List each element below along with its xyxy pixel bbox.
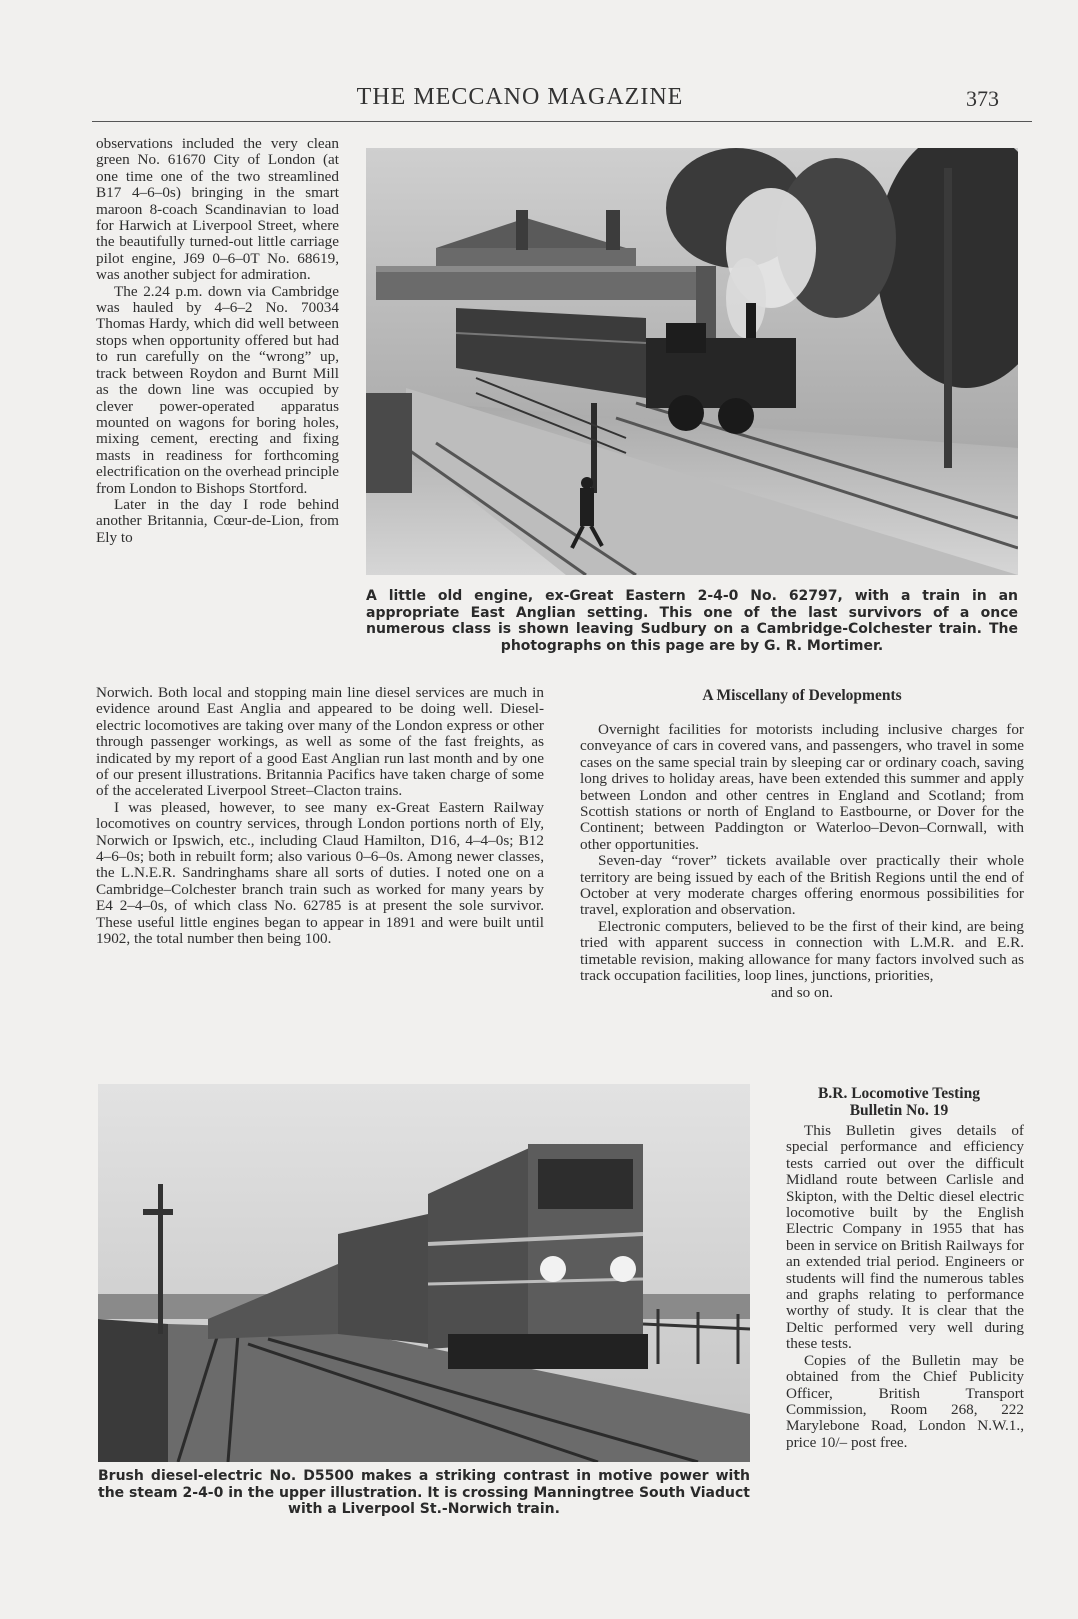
header-rule	[92, 121, 1032, 122]
bottom-photo-caption	[98, 1468, 750, 1518]
paragraph: The 2.24 p.m. down via Cambridge was hauled by 4–6–2 No. 70034 Thomas Hardy, which did well between stops when opportunity offered but had to run carefully on the “wrong” up, track between Roydon and Burnt Mill as the down line was occupied by clever power-operated apparatus mounted on wagons for boring holes, mixing cement, erecting and fixing masts in readiness for forthcoming electrification on the overhead principle from London to Bishops Stortford.	[96, 282, 339, 497]
paragraph: Seven-day “rover” tickets available over practically their whole territory are being issued by each of the British Regions until the end of October at very moderate charges offering enormous possibilities for travel, exploration and observation.	[580, 852, 1024, 919]
right-column-text	[580, 722, 1024, 1001]
bulletin-text	[786, 1123, 1024, 1451]
section-heading-miscellany: A Miscellany of Developments	[702, 687, 902, 704]
paragraph: I was pleased, however, to see many ex-Great Eastern Railway locomotives on country services, through London portions north of Ely, Norwich or Ipswich, etc., including Claud Hamilton, D16, 4–4–0s; B12 4–6–0s; both in rebuilt form; also various 0–6–0s. Among newer classes, the L.N.E.R. Sandringhams share all sorts of duties. I noted one on a Cambridge–Colchester branch train such as worked for many years by E4 2–4–0s, of which class No. 62785 is at present the sole survivor. These useful little engines began to appear in 1891 and were built until 1902, the total number then being 100.	[96, 798, 544, 948]
heading-line: Bulletin No. 19	[849, 1102, 949, 1119]
paragraph: Later in the day I rode behind another Britannia, Cœur-de-Lion, from Ely to	[96, 495, 339, 546]
steam-locomotive-photo	[366, 148, 1018, 575]
left-column-top	[96, 136, 339, 546]
diesel-locomotive-photo	[98, 1084, 750, 1462]
top-photo-caption	[366, 588, 1018, 654]
page-number: 373	[966, 86, 999, 111]
paragraph: This Bulletin gives details of special performance and efficiency tests carried out over the difficult Midland route between Carlisle and Skipton, with the Deltic diesel electric locomotive built by the English Electric Company in 1955 that has been in service on British Railways for an extended trial period. Engineers or students will find the numerous tables and graphs relating to performance worthy of study. It is clear that the Deltic performed very well during these tests.	[786, 1122, 1024, 1353]
caption-text: A little old engine, ex-Great Eastern 2-4-0 No. 62797, with a train in an appropriate East Anglian setting. This one of the last survivors of a once numerous class is shown leaving Sudbury on a Cambridge-Colchester train. The photographs on this page are by G. R. Mortimer.	[366, 588, 1018, 654]
section-heading-bulletin	[774, 1085, 1024, 1119]
paragraph: observations included the very clean green No. 61670 City of London (at one time one of the two streamlined B17 4–6–0s) bringing in the smart maroon 8-coach Scandinavian to load for Harwich at Liverpool Street, where the beautifully turned-out little carriage pilot engine, J69 0–6–0T No. 68619, was another subject for admiration.	[96, 135, 339, 284]
heading-line: B.R. Locomotive Testing	[818, 1085, 980, 1102]
paragraph: Overnight facilities for motorists including inclusive charges for conveyance of cars in covered vans, and passengers, who travel in some cases on the same special train by sleeping car or ordinary coach, saving long drives to holiday areas, have been extended this summer and apply between London and other centres in England and Scotland; from Scottish stations or north of England to Eastbourne, or Dover for the Continent; between Paddington or Waterloo–Devon–Cornwall, with other opportunities.	[580, 721, 1024, 853]
caption-text: Brush diesel-electric No. D5500 makes a striking contrast in motive power with the steam 2-4-0 in the upper illustration. It is crossing Manningtree South Viaduct with a Liverpool St.-Norwich train.	[98, 1468, 750, 1517]
paragraph: Norwich. Both local and stopping main line diesel services are much in evidence around East Anglia and appeared to be doing well. Diesel-electric locomotives are taking over many of the London express or other through passenger workings, as well as some of the fast freights, as indicated by my report of a good East Anglian run last month and by one of our present illustrations. Britannia Pacifics have taken charge of some of the accelerated Liverpool Street–Clacton trains.	[96, 684, 544, 800]
left-column-bottom	[96, 685, 544, 948]
paragraph: Copies of the Bulletin may be obtained from the Chief Publicity Officer, British Transport Commission, Room 268, 222 Marylebone Road, London N.W.1., price 10/– post free.	[786, 1351, 1024, 1451]
paragraph-tail: and so on.	[770, 983, 833, 1001]
paragraph: Electronic computers, believed to be the first of their kind, are being tried with apparent success in connection with L.M.R. and E.R. timetable revision, making allowance for many factors involved such as track occupation facilities, loop lines, junctions, priorities,	[580, 917, 1024, 985]
magazine-title: THE MECCANO MAGAZINE	[356, 84, 684, 110]
